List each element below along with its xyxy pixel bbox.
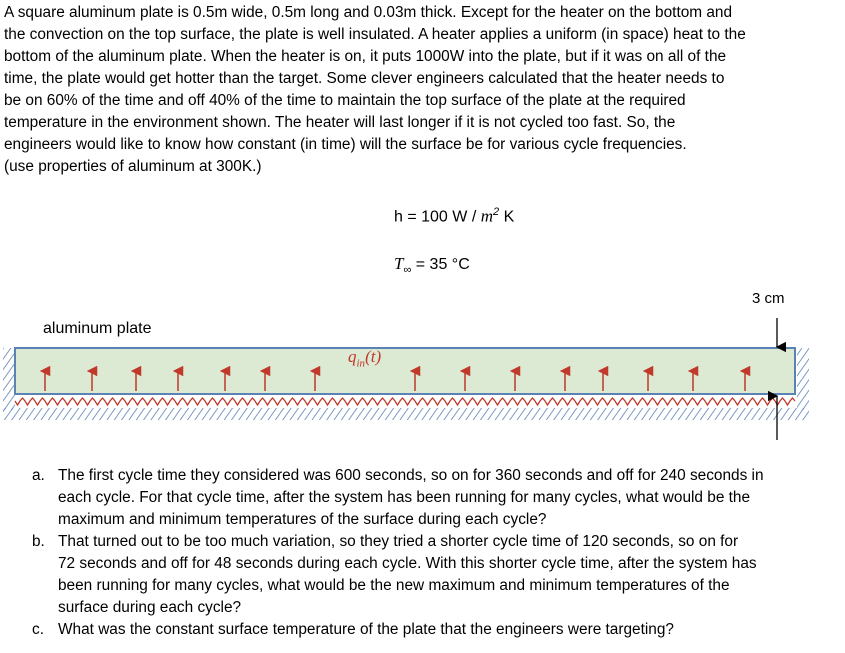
question-line: What was the constant surface temperature of the plate that the engineers were targeting? — [58, 621, 674, 638]
thickness-label: 3 cm — [752, 290, 785, 307]
question-marker: c. — [32, 621, 44, 638]
problem-line: bottom of the aluminum plate. When the heater is on, it puts 1000W into the plate, but if it was on all of the — [4, 48, 727, 65]
problem-text — [4, 2, 842, 178]
question-list — [32, 465, 832, 641]
heat-input-label: $q_{in}(t)$ — [348, 347, 382, 370]
problem-line: time, the plate would get hotter than the target. Some clever engineers calculated that the heater needs to — [4, 70, 725, 87]
right-insulation — [797, 348, 809, 410]
problem-line: (use properties of aluminum at 300K.) — [4, 158, 262, 175]
problem-line: engineers would like to know how constant (in time) will the surface be for various cycle frequencies. — [4, 136, 687, 153]
question-c — [32, 619, 832, 641]
plate-label: aluminum plate — [43, 320, 152, 337]
problem-statement — [4, 2, 842, 178]
question-line: That turned out to be too much variation, so they tried a shorter cycle time of 120 seconds, so on for — [58, 533, 739, 550]
question-line: 72 seconds and off for 48 seconds during each cycle. With this shorter cycle time, after the system has — [58, 555, 757, 572]
problem-line: the convection on the top surface, the plate is well insulated. A heater applies a uniform (in space) heat to the — [4, 26, 746, 43]
question-line: surface during each cycle? — [58, 599, 242, 616]
question-line: each cycle. For that cycle time, after the system has been running for many cycles, what would be the — [58, 489, 751, 506]
left-insulation — [3, 348, 15, 410]
heater-element — [15, 398, 795, 405]
problem-line: A square aluminum plate is 0.5m wide, 0.5m long and 0.03m thick. Except for the heater on the bottom and — [4, 4, 733, 21]
question-line: The first cycle time they considered was 600 seconds, so on for 360 seconds and off for 240 seconds in — [58, 467, 764, 484]
question-marker: a. — [32, 467, 45, 484]
problem-line: be on 60% of the time and off 40% of the time to maintain the top surface of the plate at the required — [4, 92, 686, 109]
question-b — [32, 531, 832, 619]
plate-diagram — [0, 300, 845, 460]
convection-coefficient-label: h = 100 W / $m^2$ K — [394, 206, 515, 226]
aluminum-plate — [15, 348, 795, 394]
ambient-temperature-label: $T_\infty = 35$ °C — [394, 254, 470, 277]
question-marker: b. — [32, 533, 45, 550]
question-a — [32, 465, 832, 531]
question-line: maximum and minimum temperatures of the surface during each cycle? — [58, 511, 547, 528]
problem-line: temperature in the environment shown. The heater will last longer if it is not cycled too fast. So, the — [4, 114, 676, 131]
bottom-insulation — [3, 408, 809, 420]
question-line: been running for many cycles, what would be the new maximum and minimum temperatures of the — [58, 577, 730, 594]
